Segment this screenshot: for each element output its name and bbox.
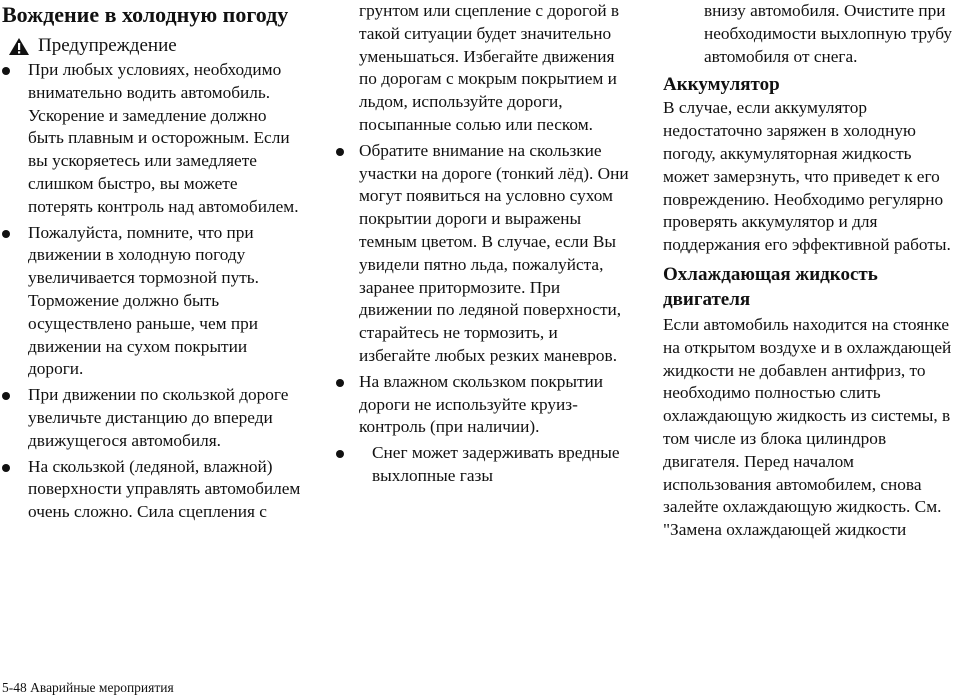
column-3 <box>663 0 954 542</box>
page-title: Вождение в холодную погоду <box>2 2 289 27</box>
warning-label: Предупреждение <box>38 35 177 56</box>
list-item: При движении по скользкой дороге увеличьте дистанцию до впереди движущегося автомобиля. <box>2 384 302 452</box>
list-item: На скользкой (ледяной, влажной) поверхности управлять автомобилем очень сложно. Сила сцепления с <box>2 456 302 524</box>
list-item: На влажном скользком покрытии дороги не используйте круиз-контроль (при наличии). <box>332 371 632 439</box>
column-2 <box>332 0 632 491</box>
warning-list <box>2 59 302 524</box>
section-title-coolant: Охлаждающая жидкость двигателя <box>663 263 878 310</box>
continued-paragraph: грунтом или сцепление с дорогой в такой ситуации будет значительно уменьшаться. Избегайте движения по дорогам с мокрым покрытием и льдом, используйте дороги, посыпанные солью или песком. <box>359 1 620 134</box>
section-text-battery: В случае, если аккумулятор недостаточно заряжен в холодную погоду, аккумуляторная жидкость может замерзнуть, что приведет к его повреждению. Необходимо регулярно проверять аккумулятор и для поддержания его эффективной работы. <box>663 98 951 255</box>
section-text-coolant: Если автомобиль находится на стоянке на открытом воздухе и в охлаждающей жидкости не добавлен антифриз, то необходимо полностью слить охлаждающую жидкость из системы, в том числе из блока цилиндров двигателя. Перед началом использования автомобилем, снова залейте охлаждающую жидкость. См. "Замена охлаждающей жидкости <box>663 314 952 540</box>
warning-heading <box>2 33 302 59</box>
page-footer: 5-48 Аварийные мероприятия <box>2 680 174 695</box>
list-item: При любых условиях, необходимо внимательно водить автомобиль. Ускорение и замедление должно быть плавным и осторожным. Если вы ускоряетесь или замедляете слишком быстро, вы можете потерять контроль над автомобилем. <box>2 59 302 219</box>
section-title-battery: Аккумулятор <box>663 74 780 96</box>
list-item: Снег может задерживать вредные выхлопные газы <box>332 442 632 488</box>
list-item: Обратите внимание на скользкие участки на дороге (тонкий лёд). Они могут появиться на условно сухом покрытии дороги и выражены темным цветом. В случае, если Вы увидели пятно льда, пожалуйста, заранее притормозите. При движении по ледяной поверхности, старайтесь не тормозить, и избегайте любых резких маневров. <box>332 140 632 368</box>
column-1 <box>2 0 302 527</box>
list-item: Пожалуйста, помните, что при движении в холодную погоду увеличивается тормозной путь. Торможение должно быть осуществлено раньше, чем при движении на сухом покрытии дороги. <box>2 222 302 382</box>
warning-triangle-icon <box>8 37 30 56</box>
continued-paragraph: внизу автомобиля. Очистите при необходимости выхлопную трубу автомобиля от снега. <box>704 1 953 66</box>
warning-list-continued <box>332 140 632 488</box>
